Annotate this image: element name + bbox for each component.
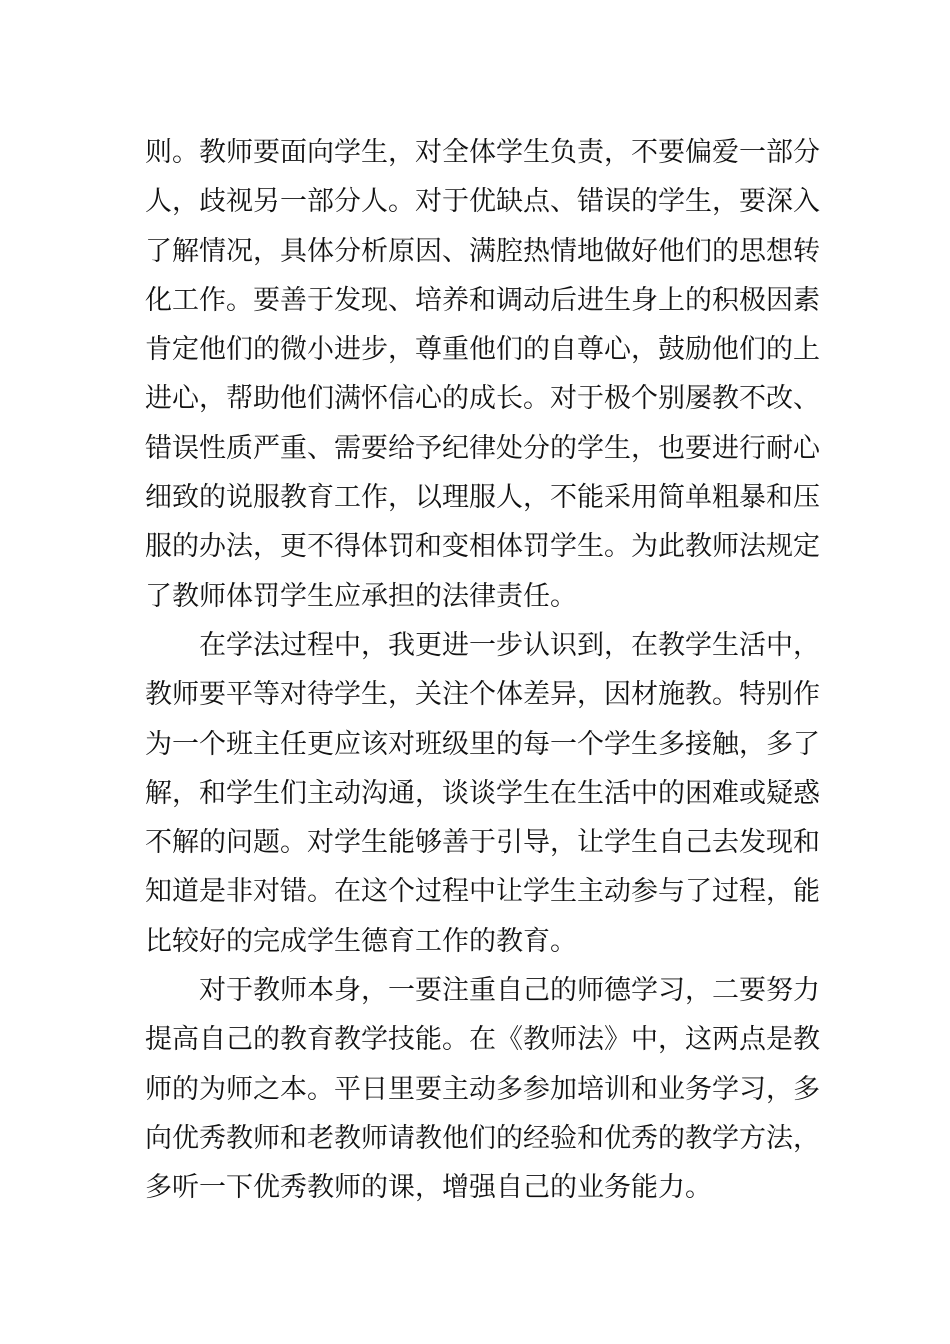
document-body xyxy=(145,128,825,1213)
text-line: 在学法过程中，我更进一步认识到，在教学生活中， xyxy=(199,629,820,661)
text-line: 化工作。要善于发现、培养和调动后进生身上的积极因素 xyxy=(145,284,820,316)
text-line: 则。教师要面向学生，对全体学生负责，不要偏爱一部分 xyxy=(145,137,820,168)
text-line: 师的为师之本。平日里要主动多参加培训和业务学习，多 xyxy=(145,1073,820,1105)
text-line: 教师要平等对待学生，关注个体差异，因材施教。特别作 xyxy=(145,679,820,711)
paragraph-learning-process xyxy=(145,621,825,966)
text-line: 了解情况，具体分析原因、满腔热情地做好他们的思想转 xyxy=(145,235,820,267)
text-line: 多听一下优秀教师的课，增强自己的业务能力。 xyxy=(145,1172,712,1204)
text-line: 对于教师本身，一要注重自己的师德学习，二要努力 xyxy=(199,975,820,1007)
text-line: 错误性质严重、需要给予纪律处分的学生，也要进行耐心 xyxy=(145,432,820,464)
text-line: 细致的说服教育工作，以理服人，不能采用简单粗暴和压 xyxy=(145,482,820,514)
text-line: 服的办法，更不得体罚和变相体罚学生。为此教师法规定 xyxy=(145,531,820,563)
text-line: 提高自己的教育教学技能。在《教师法》中，这两点是教 xyxy=(145,1024,820,1056)
text-line: 向优秀教师和老教师请教他们的经验和优秀的教学方法， xyxy=(145,1122,820,1154)
text-line: 肯定他们的微小进步，尊重他们的自尊心，鼓励他们的上 xyxy=(145,334,820,366)
text-line: 人，歧视另一部分人。对于优缺点、错误的学生，要深入 xyxy=(145,186,820,218)
text-line: 不解的问题。对学生能够善于引导，让学生自己去发现和 xyxy=(145,827,820,859)
text-line: 为一个班主任更应该对班级里的每一个学生多接触，多了 xyxy=(145,728,820,760)
text-line: 了教师体罚学生应承担的法律责任。 xyxy=(145,580,577,612)
text-line: 解，和学生们主动沟通，谈谈学生在生活中的困难或疑惑 xyxy=(145,777,820,809)
paragraph-continued xyxy=(145,128,825,621)
text-line: 比较好的完成学生德育工作的教育。 xyxy=(145,925,577,957)
text-line: 知道是非对错。在这个过程中让学生主动参与了过程，能 xyxy=(145,876,820,908)
text-line: 进心，帮助他们满怀信心的成长。对于极个别屡教不改、 xyxy=(145,383,820,415)
paragraph-teacher-self xyxy=(145,966,825,1212)
